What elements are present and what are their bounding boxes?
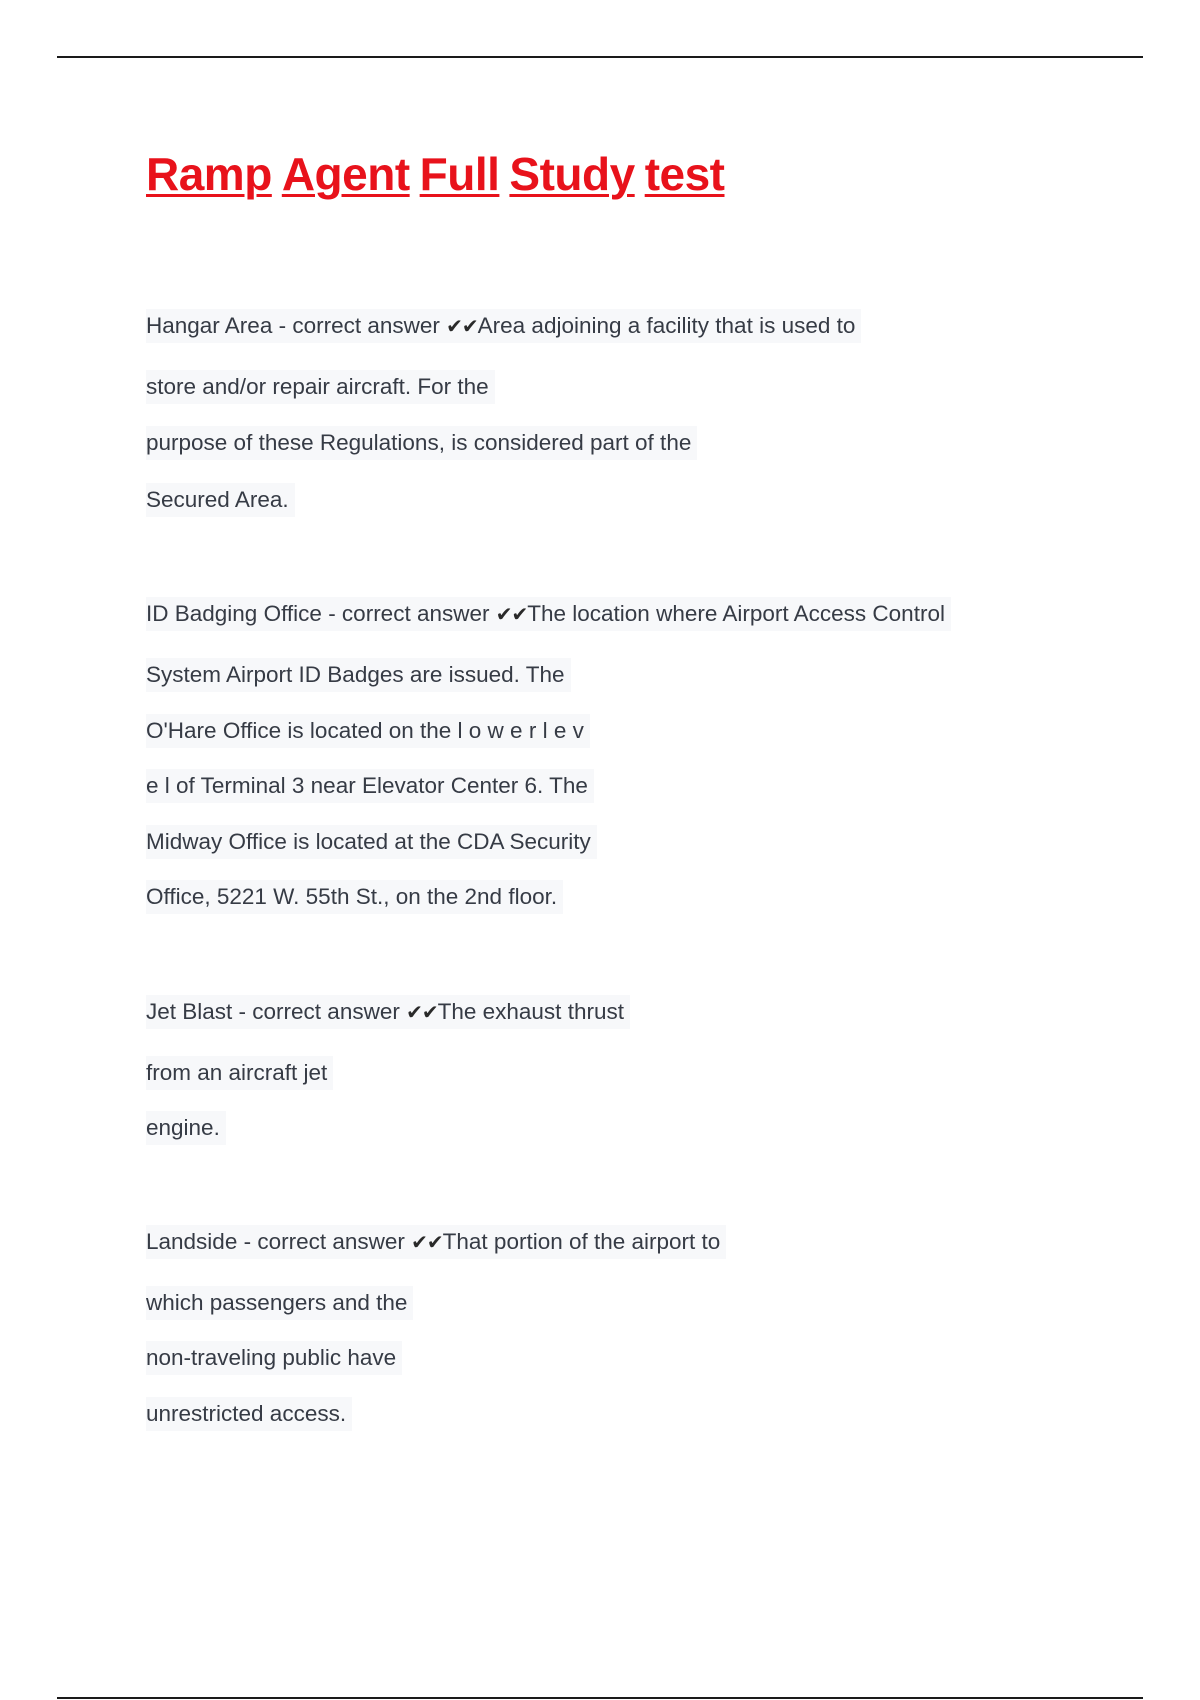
title-word: Full [419, 148, 500, 200]
entry-term: Jet Blast [146, 999, 233, 1024]
entry-answer-start: That portion of the airport to [442, 1229, 721, 1254]
entry-line: which passengers and the [146, 1286, 413, 1320]
entry-line: System Airport ID Badges are issued. The [146, 658, 571, 692]
checkmark-icon: ✔✔ [406, 1000, 438, 1024]
entry-line: engine. [146, 1111, 226, 1145]
entry-line: store and/or repair aircraft. For the [146, 370, 495, 404]
entry-line: unrestricted access. [146, 1397, 352, 1431]
title-word: Study [509, 148, 635, 200]
entry-line: from an aircraft jet [146, 1056, 333, 1090]
title-word: Ramp [146, 148, 272, 200]
entry-separator: - correct answer [321, 601, 496, 626]
entry-term: ID Badging Office [146, 601, 322, 626]
entry-answer-start: Area adjoining a facility that is used to [477, 313, 856, 338]
title-word: Agent [281, 148, 410, 200]
entry-line: purpose of these Regulations, is considered part of the [146, 426, 697, 460]
entry-term: Landside [146, 1229, 238, 1254]
top-rule [57, 56, 1143, 58]
entry-first-line [146, 597, 951, 631]
document-title [146, 144, 735, 204]
checkmark-icon: ✔✔ [446, 314, 478, 338]
checkmark-icon: ✔✔ [495, 602, 528, 626]
entry-line: non-traveling public have [146, 1341, 402, 1375]
entry-answer-start: The location where Airport Access Control [527, 601, 945, 626]
entry-line: O'Hare Office is located on the l o w e r l e v [146, 714, 590, 748]
title-word: test [644, 148, 725, 200]
entry-separator: - correct answer [237, 1229, 412, 1254]
checkmark-icon: ✔✔ [411, 1230, 443, 1254]
entry-separator: - correct answer [232, 999, 407, 1024]
entry-line: Midway Office is located at the CDA Security [146, 825, 597, 859]
entry-line: Secured Area. [146, 483, 295, 517]
entry-first-line [146, 995, 630, 1029]
entry-line: e l of Terminal 3 near Elevator Center 6. The [146, 769, 594, 803]
entry-first-line [146, 1225, 726, 1259]
bottom-rule [57, 1697, 1143, 1699]
entry-term: Hangar Area [146, 313, 273, 338]
entry-line: Office, 5221 W. 55th St., on the 2nd floor. [146, 880, 563, 914]
entry-answer-start: The exhaust thrust [437, 999, 624, 1024]
entry-separator: - correct answer [272, 313, 447, 338]
entry-first-line [146, 309, 861, 343]
